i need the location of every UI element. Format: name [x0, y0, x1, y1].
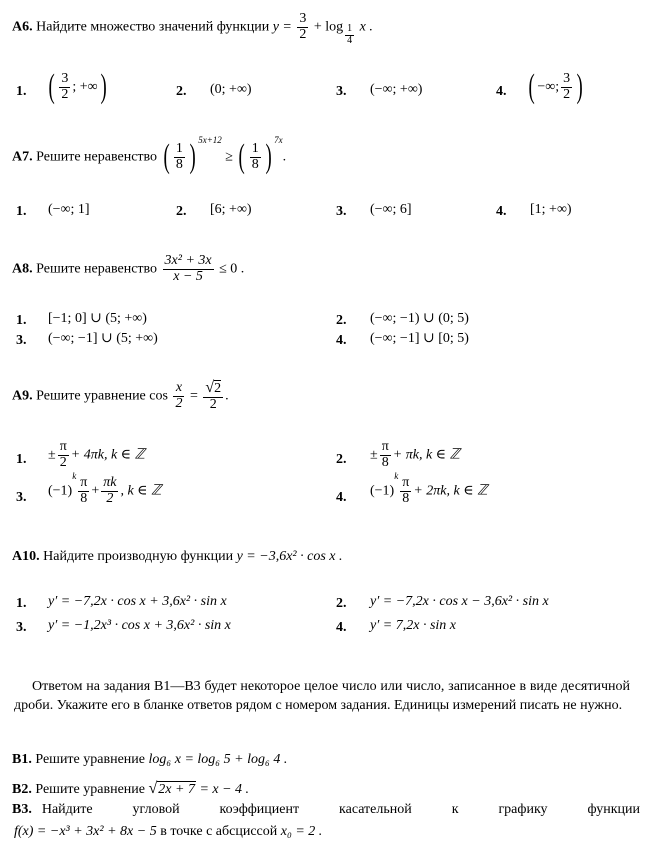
formula: y = −3,6x² · cos x . [236, 549, 343, 564]
option-number: 4. [336, 620, 347, 635]
task-b1 [12, 752, 287, 767]
formula: log₆ x = log₆ 5 + log₆ 4 . [148, 752, 288, 767]
option-a7-1: (−∞; 1] [48, 202, 90, 217]
task-b3-line1 [12, 802, 640, 817]
task-a6-heading [12, 11, 373, 46]
option-a10-1: y′ = −7,2x · cos x + 3,6x² · sin x [48, 594, 227, 609]
task-b3-line2 [14, 824, 322, 839]
task-prompt: Найдите угловой коэффициент касательной к графику функции [41, 802, 640, 817]
option-number: 1. [16, 313, 27, 328]
task-label: В3. [12, 802, 32, 817]
option-number: 4. [336, 490, 347, 505]
option-number: 4. [496, 204, 507, 219]
option-a7-4: [1; +∞) [530, 202, 572, 217]
option-a10-3: y′ = −1,2x³ · cos x + 3,6x² · sin x [48, 618, 231, 633]
task-label: А6. [12, 19, 33, 35]
task-a8-heading: А8. Решите неравенство $\frac{\text{3x² + 3x}}{x - 5}$ ≤ 0 . [12, 253, 245, 284]
option-number: 1. [16, 84, 27, 99]
formula: f(x) = −x³ + 3x² + 8x − 5 [14, 824, 157, 839]
option-a6-2: (0; +∞) [210, 82, 252, 97]
option-a9-1: ± $\frac{\pi}{2}$ + 4πk, k ∈ ℤ [48, 439, 145, 470]
option-a8-2: (−∞; −1) ∪ (0; 5) [370, 311, 469, 326]
option-number: 2. [336, 452, 347, 467]
task-a10-heading [12, 549, 343, 564]
formula-log: + log [313, 19, 344, 35]
task-text: в точке с абсциссой [160, 824, 278, 839]
option-a9-2: ± $\frac{\pi}{8}$ + πk, k ∈ ℤ [370, 439, 460, 470]
task-prompt: Найдите производную функции [43, 549, 234, 564]
option-a8-3: (−∞; −1] ∪ (5; +∞) [48, 331, 158, 346]
task-label: В1. [12, 752, 32, 767]
option-number: 3. [16, 490, 27, 505]
task-label: А9. [12, 388, 33, 404]
formula-arg: x . [359, 19, 373, 35]
task-prompt: Решите неравенство [36, 149, 158, 165]
task-prompt: Решите уравнение [35, 782, 145, 797]
option-number: 3. [336, 84, 347, 99]
formula-lhs: y = [272, 19, 292, 35]
task-label: А7. [12, 149, 33, 165]
option-number: 1. [16, 204, 27, 219]
section-b-intro: Ответом на задания В1—В3 будет некоторое целое число или число, записанное в виде десятичной дроби. Укажите его в бланке ответов рядом с номером задания. Единицы измерений писать не нужно. [14, 679, 630, 713]
option-a6-3: (−∞; +∞) [370, 82, 423, 97]
exponent: 7x [274, 135, 283, 145]
task-prompt: Найдите множество значений функции [36, 19, 270, 35]
option-a10-2: y′ = −7,2x · cos x − 3,6x² · sin x [370, 594, 549, 609]
option-number: 1. [16, 452, 27, 467]
option-number: 1. [16, 596, 27, 611]
task-label: А10. [12, 549, 40, 564]
task-prompt: Решите неравенство [36, 261, 158, 277]
option-number: 2. [336, 596, 347, 611]
option-number: 3. [16, 333, 27, 348]
option-number: 3. [16, 620, 27, 635]
option-a7-3: (−∞; 6] [370, 202, 412, 217]
option-number: 4. [496, 84, 507, 99]
fraction: $\frac{3}{2}$ [299, 11, 307, 42]
exponent: 5x+12 [198, 135, 222, 145]
task-a7-heading: А7. Решите неравенство ( $\frac{1}{8}$ ) $^{5x+12}$ ≥ ( $\frac{1}{8}$ ) $^{7x}$. [12, 135, 287, 175]
log-base: $\frac{1}{4}$ [347, 23, 353, 46]
option-a10-4: y′ = 7,2x · sin x [370, 618, 456, 633]
task-label: В2. [12, 782, 32, 797]
option-number: 3. [336, 204, 347, 219]
formula-x0: x₀ = 2 . [280, 824, 323, 839]
task-a9-heading: А9. Решите уравнение cos $\frac{x}{2}$ = $\frac{√2}{2}$ . [12, 379, 229, 412]
option-number: 2. [176, 204, 187, 219]
option-number: 2. [176, 84, 187, 99]
option-a6-1: ( $\frac{3}{2}$ ; +∞) [48, 68, 107, 105]
option-a9-3: $(-1)^k$ $\frac{\pi}{8}$ + $\frac{\pi k}{2}$ , k ∈ ℤ [48, 471, 162, 506]
task-prompt: Решите уравнение [35, 752, 145, 767]
task-label: А8. [12, 261, 33, 277]
option-a8-1: [−1; 0] ∪ (5; +∞) [48, 311, 147, 326]
option-a9-4: $(-1)^k$ $\frac{\pi}{8}$ + 2πk, k ∈ ℤ [370, 471, 488, 506]
option-number: 2. [336, 313, 347, 328]
option-a8-4: (−∞; −1] ∪ [0; 5) [370, 331, 469, 346]
option-number: 4. [336, 333, 347, 348]
task-b2 [12, 780, 249, 798]
task-prompt: Решите уравнение [36, 388, 146, 404]
formula: √2x + 7 = x − 4 . [148, 780, 250, 797]
option-a7-2: [6; +∞) [210, 202, 252, 217]
option-a6-4: ( −∞; $\frac{3}{2}$ ) [528, 68, 583, 105]
